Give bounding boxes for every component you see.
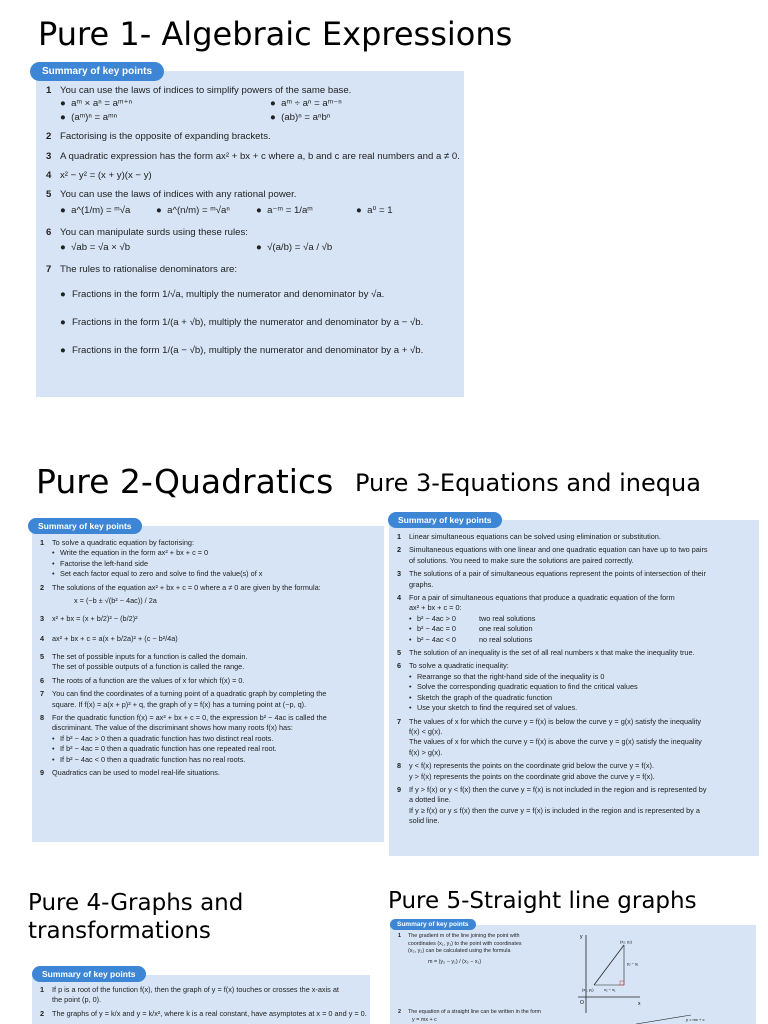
surd-rules: ● √ab = √a × √b ● √(a/b) = √a / √b	[60, 242, 333, 254]
key-point-text: Factorising is the opposite of expanding brackets.	[60, 131, 271, 143]
key-point-number: 7	[40, 689, 45, 699]
key-point-text: coordinates (x₁, y₁) to the point with coordinates	[408, 940, 522, 947]
key-point-text: solid line.	[409, 816, 440, 826]
key-point-text: You can manipulate surds using these rules:	[60, 226, 248, 238]
rationalise-rule-2: ● Fractions in the form 1/(a + √b), multiply the numerator and denominator by a − √b.	[46, 309, 458, 337]
key-point-text: aᵐ ÷ aⁿ = aᵐ⁻ⁿ	[281, 98, 342, 110]
gradient-formula: m = (y₂ − y₁) / (x₂ − x₁)	[428, 958, 482, 965]
key-point-text: The equation of a straight line can be written in the form	[408, 1009, 542, 1015]
key-point-text: √(a/b) = √a / √b	[267, 242, 333, 254]
key-point-number: 2	[40, 1008, 45, 1018]
key-point-5	[46, 188, 458, 201]
key-point-text: the point (p, 0).	[52, 995, 102, 1005]
key-point-line	[398, 1009, 588, 1017]
key-point-text: To solve a quadratic inequality:	[409, 661, 509, 671]
key-point-text: Solve the corresponding quadratic equation to find the critical values	[417, 682, 638, 692]
key-point-line	[40, 609, 380, 629]
x-axis-label: x	[638, 1001, 641, 1007]
key-point-text: b² − 4ac < 0	[417, 634, 456, 644]
key-point-text: Fractions in the form 1/√a, multiply the numerator and denominator by √a.	[72, 288, 385, 300]
key-point-line	[40, 723, 380, 733]
key-point-number: 6	[397, 661, 402, 671]
y-axis-label: y	[580, 934, 583, 940]
key-point-line	[398, 948, 578, 956]
key-point-text: (aᵐ)ⁿ = aᵐⁿ	[71, 111, 118, 123]
key-point-number: 2	[397, 545, 402, 555]
key-point-text: f(x) < g(x).	[409, 726, 443, 736]
bullet-item: • Set each factor equal to zero and solve to find the value(s) of x	[40, 569, 380, 579]
bullet-item: • b² − 4ac = 0 one real solution	[409, 624, 533, 634]
key-point-text: If p is a root of the function f(x), then the graph of y = f(x) touches or crosses the x-axis at	[52, 985, 339, 994]
rationalise-rule-1: ● Fractions in the form 1/√a, multiply the numerator and denominator by √a.	[46, 281, 458, 309]
gradient-diagram	[576, 925, 756, 1024]
pure1-title: Pure 1- Algebraic Expressions	[38, 15, 513, 53]
key-point-text: The solution of an inequality is the set of all real numbers x that make the inequality true.	[409, 648, 695, 658]
key-point-text: a dotted line.	[409, 795, 451, 805]
key-point-line	[40, 652, 380, 662]
bullet-item: • Sketch the graph of the quadratic function	[397, 693, 755, 703]
key-point-number: 3	[46, 150, 52, 162]
pure5-key-point-2	[398, 1009, 588, 1024]
key-point-line	[397, 772, 755, 782]
key-point-number: 4	[46, 170, 52, 182]
key-point-line	[397, 717, 755, 727]
key-point-text: a^(n/m) = ᵐ√aⁿ	[167, 204, 230, 216]
key-point-line	[397, 727, 755, 737]
key-point-text: The set of possible inputs for a function is called the domain.	[52, 652, 248, 662]
key-point-text: Sketch the graph of the quadratic function	[417, 692, 553, 702]
key-point-text: The values of x for which the curve y = f(x) is above the curve y = g(x) satisfy the inequality	[409, 737, 702, 747]
key-point-text: To solve a quadratic equation by factorising:	[52, 538, 194, 547]
key-point-text: a⁰ = 1	[367, 204, 393, 216]
key-point-text: Use your sketch to find the required set of values.	[417, 703, 578, 713]
key-point-text: Rearrange so that the right-hand side of the inequality is 0	[417, 671, 605, 681]
pure4-title-line2: transformations	[28, 918, 211, 944]
key-point-text: If b² − 4ac > 0 then a quadratic function has two distinct real roots.	[60, 733, 274, 743]
key-point-number: 4	[397, 593, 402, 603]
key-point-number: 2	[40, 582, 45, 592]
pure4-summary-badge: Summary of key points	[32, 966, 146, 982]
key-point-line	[397, 569, 755, 579]
key-point-text: x² + bx = (x + b/2)² − (b/2)²	[52, 614, 138, 624]
pure4-key-points	[40, 985, 368, 1019]
rational-powers: ● a^(1/m) = ᵐ√a ● a^(n/m) = ᵐ√aⁿ ● a⁻ᵐ = 1/aᵐ ● a⁰ = 1	[60, 204, 393, 216]
key-point-1	[46, 84, 458, 97]
bullet-item: • If b² − 4ac < 0 then a quadratic function has no real roots.	[40, 755, 380, 765]
bullet-item: • Factorise the left-hand side	[40, 559, 380, 569]
pure3-key-points	[397, 532, 755, 827]
key-point-text: graphs.	[409, 579, 434, 589]
point-1-label: (x₁, y₁)	[582, 987, 594, 992]
key-point-line	[398, 933, 578, 941]
pure5-title: Pure 5-Straight line graphs	[388, 888, 697, 914]
pure1-key-points	[46, 84, 458, 365]
key-point-text: The rules to rationalise denominators are:	[60, 264, 238, 276]
key-point-line	[397, 737, 755, 747]
key-point-line	[40, 700, 380, 710]
key-point-text: Fractions in the form 1/(a + √b), multiply the numerator and denominator by a − √b.	[72, 316, 424, 328]
key-point-text: √ab = √a × √b	[71, 242, 131, 254]
key-point-text: one real solution	[479, 624, 533, 634]
line-segment	[594, 945, 624, 985]
key-point-text: The set of possible outputs of a function is called the range.	[52, 662, 245, 672]
key-point-text: If b² − 4ac = 0 then a quadratic function has one repeated real root.	[60, 744, 277, 754]
key-point-line	[397, 556, 755, 566]
bullet-item: • Rearrange so that the right-hand side of the inequality is 0	[397, 672, 755, 682]
quadratic-formula: x = (−b ± √(b² − 4ac)) / 2a	[74, 596, 157, 606]
key-point-text: The solutions of a pair of simultaneous equations represent the points of intersection of their	[409, 569, 706, 579]
key-point-text: of solutions. You need to make sure the solutions are paired correctly.	[409, 555, 634, 565]
key-point-line	[40, 629, 380, 649]
key-point-line	[40, 1009, 368, 1019]
key-point-number: 1	[40, 538, 45, 547]
key-point-line	[397, 532, 755, 542]
key-point-text: Write the equation in the form ax² + bx + c = 0	[60, 548, 209, 558]
pure2-summary-box	[32, 526, 384, 842]
key-point-line	[397, 580, 755, 590]
key-point-line	[397, 545, 755, 555]
key-point-line	[397, 816, 755, 826]
key-point-number: 5	[397, 648, 402, 658]
key-point-text: You can use the laws of indices to simplify powers of the same base.	[60, 85, 352, 96]
key-point-text: y = mx + c	[412, 1016, 437, 1023]
index-laws-2: ● (aᵐ)ⁿ = aᵐⁿ ● (ab)ⁿ = aⁿbⁿ	[60, 111, 331, 123]
key-point-line	[397, 806, 755, 816]
pure3-title: Pure 3-Equations and inequa	[355, 469, 701, 497]
rise-label: y₂ − y₁	[627, 961, 639, 966]
key-point-number: 1	[40, 985, 45, 994]
key-point-text: y < f(x) represents the points on the coordinate grid below the curve y = f(x).	[409, 761, 654, 771]
key-point-line	[397, 603, 755, 613]
second-line-label: y = mx + c	[686, 1017, 705, 1022]
key-point-number: 1	[398, 933, 401, 939]
bullet-item: • Write the equation in the form ax² + bx + c = 0	[40, 548, 380, 558]
key-point-text: ax² + bx + c = 0:	[409, 603, 462, 613]
key-point-text: (ab)ⁿ = aⁿbⁿ	[281, 111, 331, 123]
key-point-text: If y > f(x) or y < f(x) then the curve y = f(x) is not included in the region and is represented by	[409, 784, 707, 794]
key-point-text: a⁻ᵐ = 1/aᵐ	[267, 204, 313, 216]
pure2-title: Pure 2-Quadratics	[36, 462, 334, 501]
key-point-text: If b² − 4ac < 0 then a quadratic function has no real roots.	[60, 754, 246, 764]
key-point-line	[40, 689, 380, 699]
key-point-text: ax² + bx + c = a(x + b/2a)² + (c − b²/4a)	[52, 634, 178, 644]
key-point-text: square. If f(x) = a(x + p)² + q, the graph of y = f(x) has a turning point at (−p, q).	[52, 699, 307, 709]
key-point-number: 2	[398, 1009, 401, 1015]
key-point-line	[397, 748, 755, 758]
bullet-item: • Use your sketch to find the required set of values.	[397, 703, 755, 713]
key-point-text: The gradient m of the line joining the point with	[408, 933, 520, 939]
key-point-line	[40, 995, 368, 1005]
key-point-text: b² − 4ac = 0	[417, 624, 456, 634]
pure5-summary-badge: Summary of key points	[390, 919, 476, 930]
key-point-text: The graphs of y = k/x and y = k/x², where k is a real constant, have asymptotes at x = 0 and y = 0.	[52, 1008, 367, 1018]
key-point-text: Factorise the left-hand side	[60, 558, 149, 568]
key-point-text: (x₂, y₂) can be calculated using the formula	[408, 948, 511, 955]
key-point-line	[40, 713, 380, 723]
key-point-3	[46, 150, 458, 163]
bullet-item: • If b² − 4ac > 0 then a quadratic function has two distinct real roots.	[40, 734, 380, 744]
key-point-line	[397, 648, 755, 658]
pure4-summary-box	[32, 975, 370, 1024]
key-point-number: 1	[397, 532, 402, 541]
key-point-text: The values of x for which the curve y = f(x) is below the curve y = g(x) satisfy the inequality	[409, 716, 702, 726]
key-point-text: The solutions of the equation ax² + bx + c = 0 where a ≠ 0 are given by the formula:	[52, 582, 321, 592]
pure3-summary-box	[389, 520, 759, 856]
key-point-text: no real solutions	[479, 634, 533, 644]
key-point-number: 9	[397, 784, 402, 794]
bullet-item: • b² − 4ac > 0 two real solutions	[409, 613, 536, 623]
key-point-text: For a pair of simultaneous equations that produce a quadratic equation of the form	[409, 593, 675, 603]
pure5-key-points	[398, 933, 578, 968]
key-point-number: 5	[40, 652, 45, 662]
key-point-number: 2	[46, 131, 52, 143]
key-point-number: 4	[40, 634, 45, 644]
pure2-key-points	[40, 538, 380, 779]
pure5-summary-box	[390, 925, 756, 1024]
key-point-text: The roots of a function are the values of x for which f(x) = 0.	[52, 675, 245, 685]
key-point-line	[397, 785, 755, 795]
key-point-number: 7	[46, 264, 52, 276]
key-point-line	[40, 662, 380, 672]
key-point-text: b² − 4ac > 0	[417, 613, 456, 623]
key-point-text: a^(1/m) = ᵐ√a	[71, 204, 131, 216]
key-point-line	[40, 985, 368, 995]
pure4-title-line1: Pure 4-Graphs and	[28, 890, 244, 916]
key-point-line	[40, 538, 380, 548]
point-2-label: (x₂, y₂)	[620, 939, 632, 944]
key-point-text: A quadratic expression has the form ax² + bx + c where a, b and c are real numbers and a ≠ 0.	[60, 150, 460, 162]
key-point-number: 6	[40, 675, 45, 685]
key-point-text: For the quadratic function f(x) = ax² + bx + c = 0, the expression b² − 4ac is called the	[52, 713, 327, 723]
second-line	[636, 1015, 691, 1024]
bullet-item: • If b² − 4ac = 0 then a quadratic function has one repeated real root.	[40, 744, 380, 754]
run-label: x₂ − x₁	[604, 987, 616, 992]
key-point-number: 7	[397, 716, 402, 726]
key-point-text: You can use the laws of indices with any rational power.	[60, 189, 297, 201]
key-point-text: x² − y² = (x + y)(x − y)	[60, 170, 152, 182]
key-point-7	[46, 263, 458, 276]
key-point-text: two real solutions	[479, 613, 536, 623]
key-point-line	[398, 941, 578, 949]
key-point-text: f(x) > g(x).	[409, 747, 443, 757]
key-point-text: If y ≥ f(x) or y ≤ f(x) then the curve y = f(x) is included in the region and is represented by a	[409, 805, 700, 815]
key-point-text: Quadratics can be used to model real-life situations.	[52, 768, 220, 778]
key-point-line	[397, 593, 755, 603]
key-point-text: Linear simultaneous equations can be solved using elimination or substitution.	[409, 532, 661, 541]
key-point-text: Set each factor equal to zero and solve to find the value(s) of x	[60, 569, 263, 579]
origin-label: O	[580, 1000, 584, 1006]
key-point-line	[40, 768, 380, 778]
key-point-line	[397, 661, 755, 671]
key-point-number: 9	[40, 768, 45, 778]
right-angle-marker	[620, 981, 624, 985]
key-point-line	[40, 583, 380, 593]
bullet-item: • b² − 4ac < 0 no real solutions	[409, 634, 533, 644]
key-point-text: discriminant. The value of the discriminant shows how many roots f(x) has:	[52, 723, 293, 733]
key-point-number: 8	[397, 761, 402, 771]
key-point-2	[46, 130, 458, 143]
pure2-summary-badge: Summary of key points	[28, 518, 142, 534]
key-point-text: Simultaneous equations with one linear and one quadratic equation can have up to two pairs	[409, 545, 708, 555]
key-point-6	[46, 226, 458, 239]
pure1-summary-box	[36, 71, 464, 397]
key-point-text: aᵐ × aⁿ = aᵐ⁺ⁿ	[71, 98, 133, 110]
index-laws: ● aᵐ × aⁿ = aᵐ⁺ⁿ ● aᵐ ÷ aⁿ = aᵐ⁻ⁿ	[60, 98, 342, 110]
key-point-number: 5	[46, 189, 52, 201]
key-point-line	[397, 761, 755, 771]
key-point-text: y > f(x) represents the points on the coordinate grid above the curve y = f(x).	[409, 771, 655, 781]
bullet-item: • Solve the corresponding quadratic equation to find the critical values	[397, 682, 755, 692]
key-point-line	[397, 795, 755, 805]
rationalise-rule-3: ● Fractions in the form 1/(a − √b), multiply the numerator and denominator by a + √b.	[46, 337, 458, 365]
key-point-number: 8	[40, 713, 45, 723]
key-point-text: You can find the coordinates of a turning point of a quadratic graph by completing the	[52, 689, 327, 699]
key-point-4	[46, 169, 458, 182]
key-point-line	[40, 676, 380, 686]
key-point-number: 6	[46, 226, 52, 238]
pure3-summary-badge: Summary of key points	[388, 512, 502, 528]
pure1-summary-badge: Summary of key points	[30, 62, 164, 81]
key-point-number: 3	[40, 614, 45, 624]
key-point-number: 3	[397, 569, 402, 579]
key-point-number: 1	[46, 85, 52, 96]
key-point-text: Fractions in the form 1/(a − √b), multiply the numerator and denominator by a + √b.	[72, 344, 424, 356]
